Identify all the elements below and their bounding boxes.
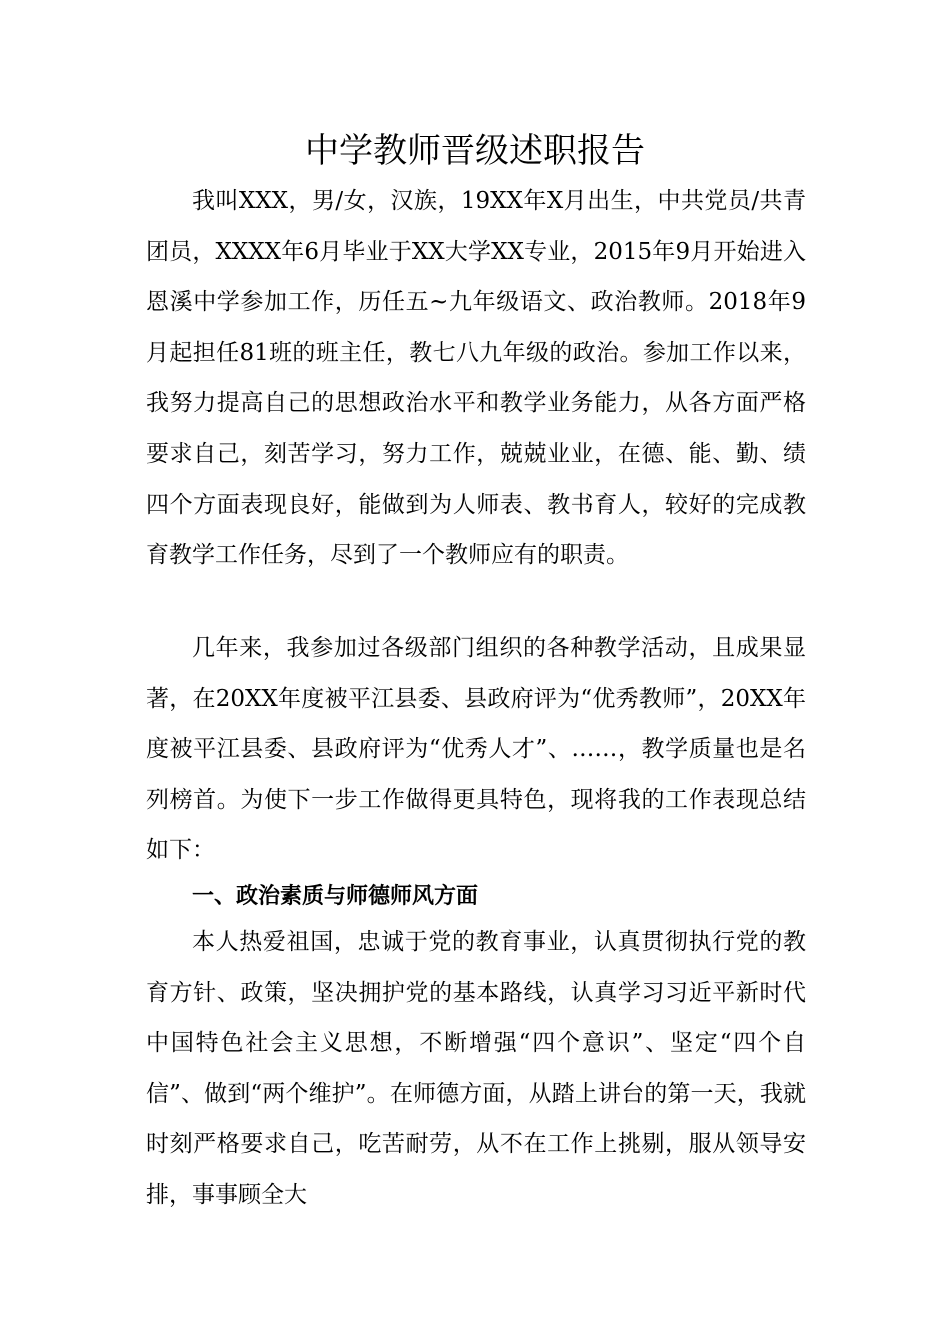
paragraph-achievements: 几年来，我参加过各级部门组织的各种教学活动，且成果显著，在20XX年度被平江县委、县政府评为“优秀教师”，20XX年度被平江县委、县政府评为“优秀人才”、……，教学质量也是名列榜首。为使下一步工作做得更具特色，现将我的工作表现总结如下： bbox=[146, 635, 806, 864]
section-heading-political-quality: 一、政治素质与师德师风方面 bbox=[192, 884, 479, 909]
document-title: 中学教师晋级述职报告 bbox=[305, 131, 645, 171]
paragraph-political-quality: 本人热爱祖国，忠诚于党的教育事业，认真贯彻执行党的教育方针、政策，坚决拥护党的基本路线，认真学习习近平新时代中国特色社会主义思想，不断增强“四个意识”、坚定“四个自信”、做到“两个维护”。在师德方面，从踏上讲台的第一天，我就时刻严格要求自己，吃苦耐劳，从不在工作上挑剔，服从领导安排，事事顾全大 bbox=[146, 929, 806, 1208]
paragraph-introduction: 我叫XXX，男/女，汉族，19XX年X月出生，中共党员/共青团员，XXXX年6月毕业于XX大学XX专业，2015年9月开始进入恩溪中学参加工作，历任五~九年级语文、政治教师。2018年9月起担任81班的班主任，教七八九年级的政治。参加工作以来，我努力提高自己的思想政治水平和教学业务能力，从各方面严格要求自己，刻苦学习，努力工作，兢兢业业，在德、能、勤、绩四个方面表现良好，能做到为人师表、教书育人，较好的完成教育教学工作任务，尽到了一个教师应有的职责。 bbox=[146, 188, 806, 569]
